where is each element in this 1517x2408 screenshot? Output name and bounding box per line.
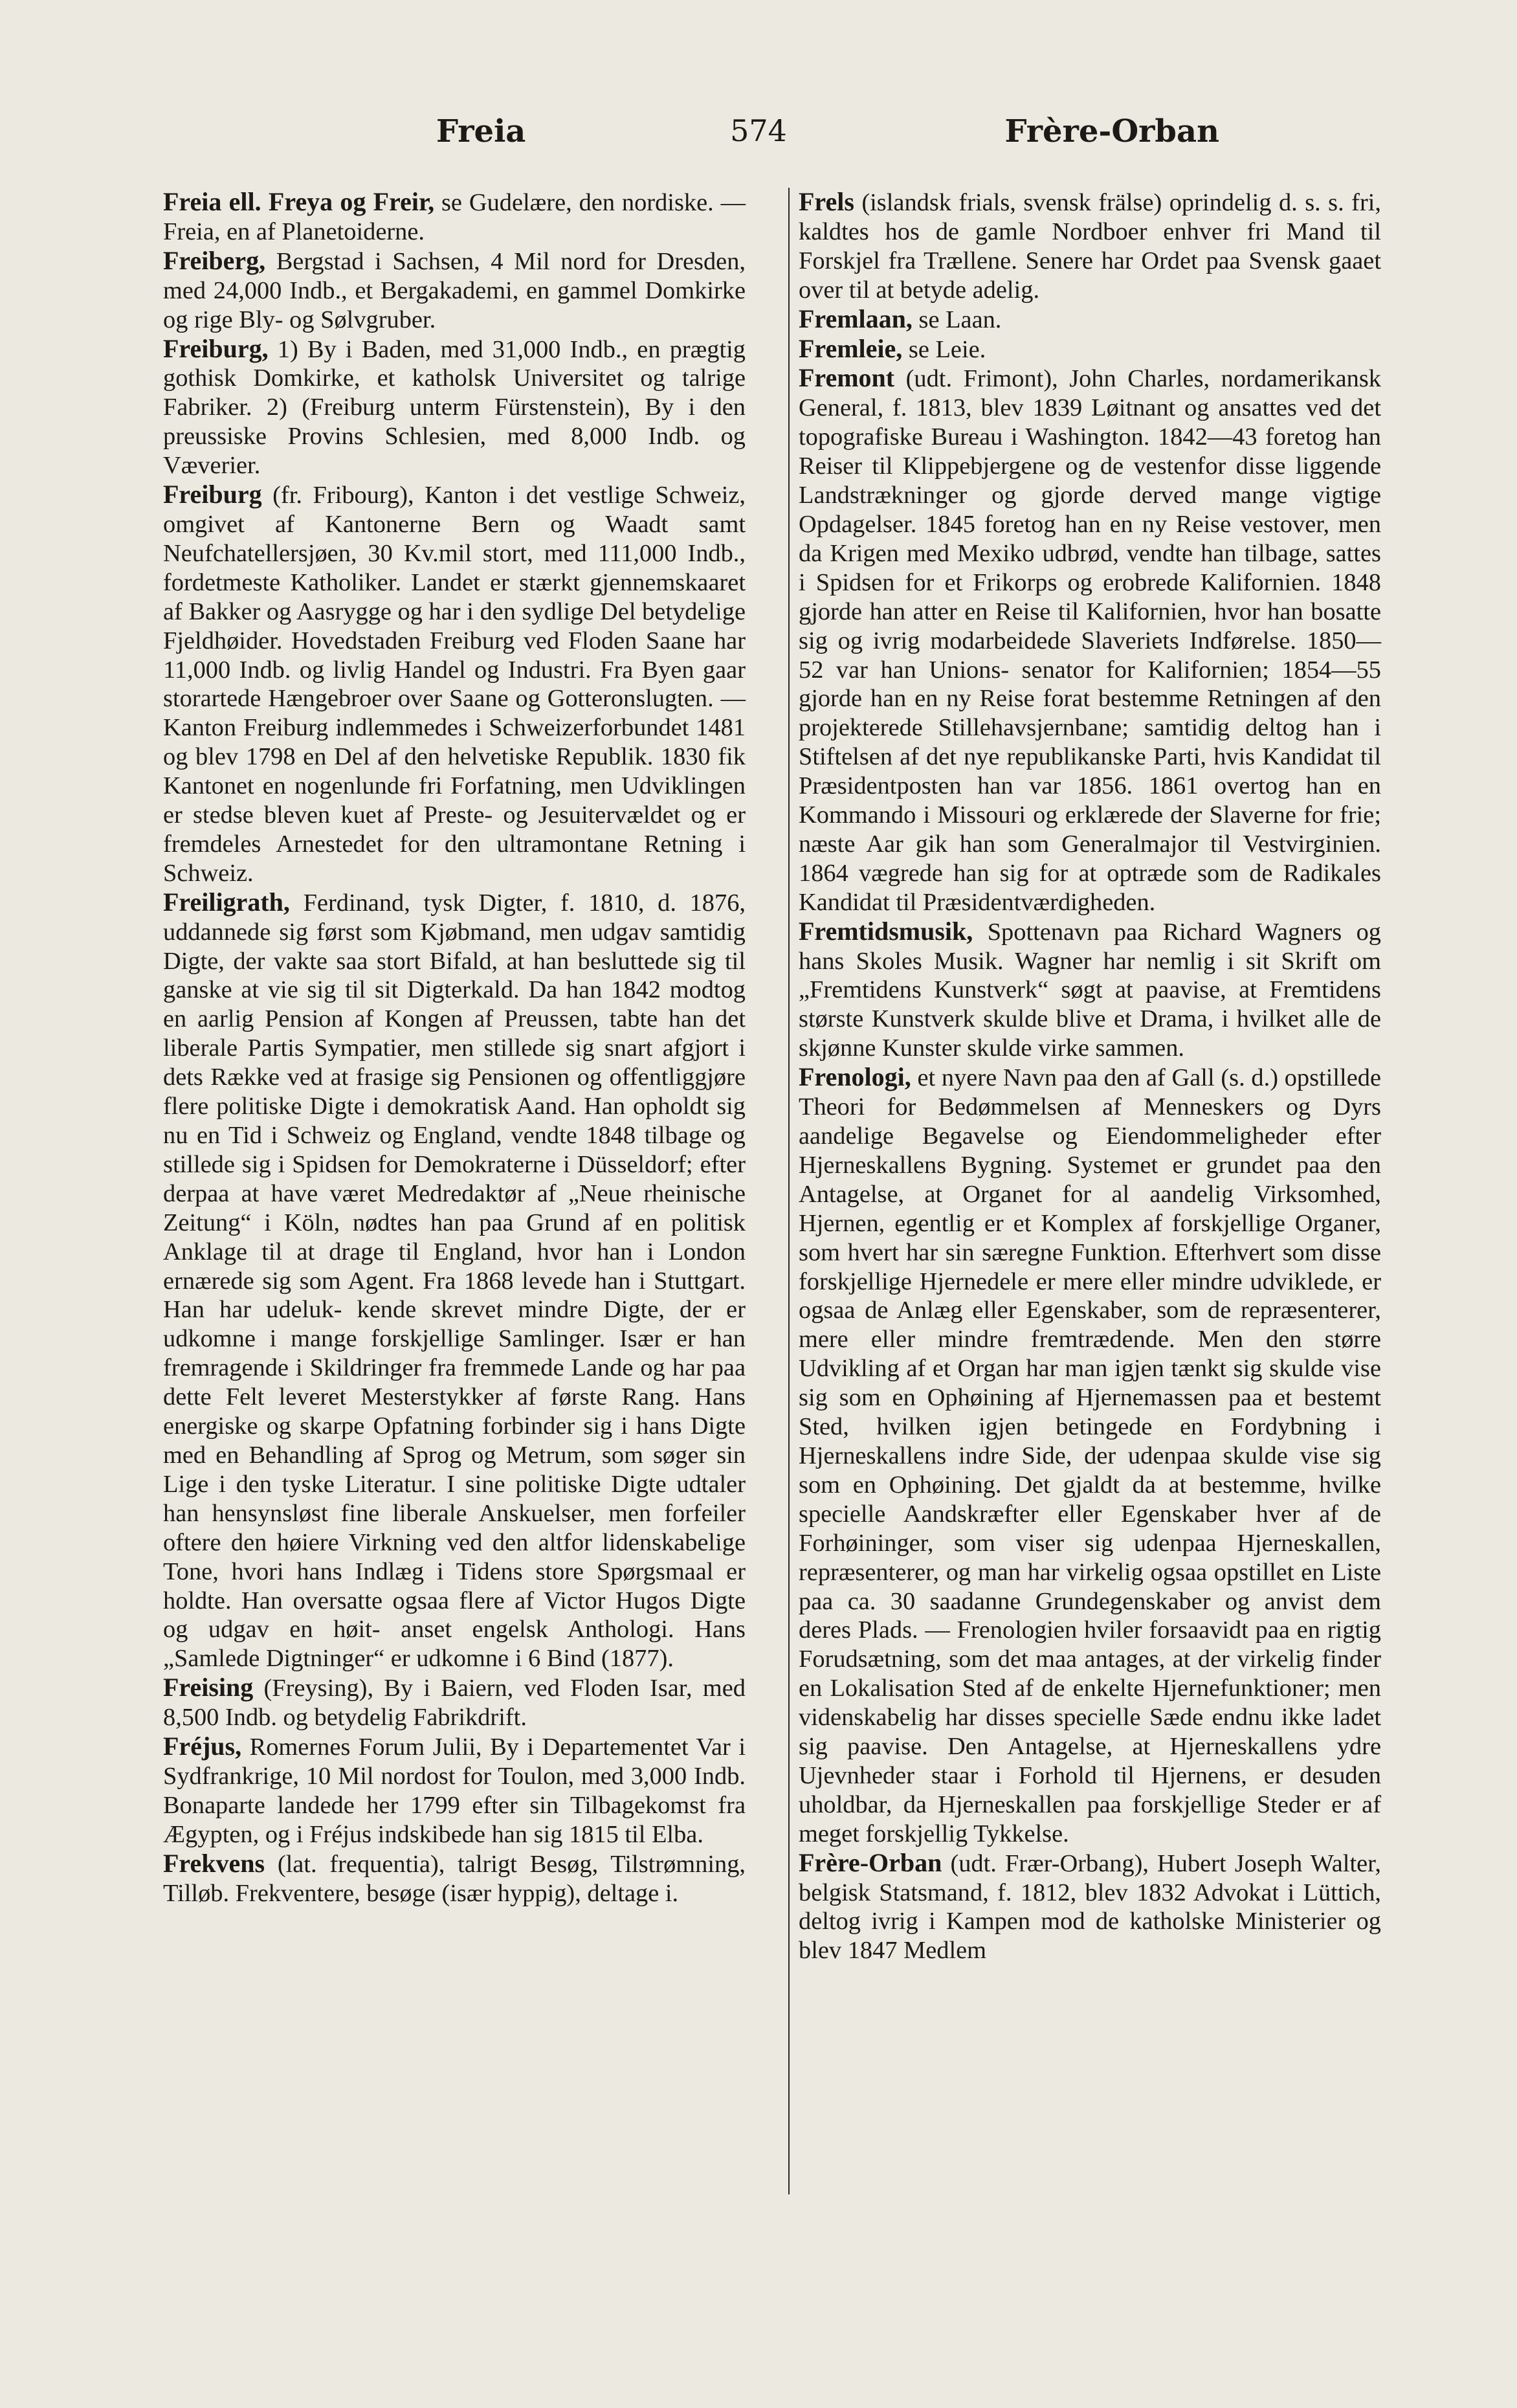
headword: Fremtidsmusik, bbox=[799, 916, 973, 946]
column-divider bbox=[788, 188, 790, 2194]
entry-frejus bbox=[163, 1732, 746, 1849]
entry-freiburg-baden bbox=[163, 335, 746, 481]
left-column bbox=[163, 188, 746, 1908]
running-head-right: Frère-Orban bbox=[1004, 113, 1219, 150]
entry-fremleie bbox=[799, 335, 1381, 364]
entry-freiligrath bbox=[163, 888, 746, 1673]
entry-text: et nyere Navn paa den af Gall (s. d.) opstillede Theori for Bedømmelsen af Menneskers og Dyrs aandelige Begavelse og Eiendommeligheder efter Hjerneskallens Bygning. Systemet er grundet paa den Antagelse, at Organet for al aandelig Virksomhed, Hjernen, egentlig er et Komplex af forskjellige Organer, som hvert har sin særegne Funktion. Efterhvert som disse forskjellige Hjernedele er mere eller mindre udviklede, er ogsaa de Anlæg eller Egenskaber, som de repræsenterer, mere eller mindre fremtrædende. Men den større Udvikling af et Organ har man igjen tænkt sig skulde vise sig som en Ophøining af Hjernemassen paa et bestemt Sted, hvilken igjen betingede en Fordybning i Hjerneskallens indre Side, der udenpaa skulde vise sig som en Ophøining. Det gjaldt da at bestemme, hvilke specielle Aandskræfter eller Egenskaber hver af de Forhøininger, som viser sig udenpaa Hjerneskallen, repræsenterer, og man har virkelig ogsaa opstillet en Liste paa ca. 30 saadanne Grundegenskaber og anvist dem deres Plads. — Frenologien hviler forsaavidt paa en rigtig Forudsætning, som det maa antages, at der virkelig finder en Lokalisation Sted af de enkelte Hjernefunktioner; men videnskabelig har disses specielle Sæde endnu ikke ladet sig paavise. Den Antagelse, at Hjerneskallens ydre Ujevnheder staar i Forhold til Hjernens, er desuden uholdbar, da Hjerneskallen paa forskjellige Steder er af meget forskjellig Tykkelse. bbox=[799, 1064, 1381, 1847]
entry-text: (udt. Frimont), John Charles, nordamerikansk General, f. 1813, blev 1839 Løitnant og ansattes ved det topografiske Bureau i Washington. 1842—43 foretog han Reiser til Klippebjergene og de vestenfor disse liggende Landstrækninger og gjorde derved mange vigtige Opdagelser. 1845 foretog han en ny Reise vestover, men da Krigen med Mexiko udbrød, vendte han tilbage, sattes i Spidsen for et Frikorps og erobrede Kalifornien. 1848 gjorde han atter en Reise til Kalifornien, hvor han bosatte sig og ivrig modarbeidede Slaveriets Indførelse. 1850—52 var han Unions- senator for Kalifornien; 1854—55 gjorde han en ny Reise forat bestemme Retningen af den projekterede Stillehavsjernbane; samtidig deltog han i Stiftelsen af det nye republikanske Parti, hvis Kandidat til Præsidentposten han var 1856. 1861 overtog han en Kommando i Missouri og erklærede der Slaverne for frie; næste Aar gik han som Generalmajor til Vestvirginien. 1864 vægrede han sig for at optræde som de Radikales Kandidat til Præsidentværdigheden. bbox=[799, 365, 1381, 916]
entry-text: se Gudelære, den nordiske. — Freia, en af Planetoiderne. bbox=[163, 189, 746, 245]
entry-frere-orban bbox=[799, 1849, 1381, 1966]
headword: Fremlaan, bbox=[799, 304, 913, 333]
entry-text: se Leie. bbox=[902, 335, 986, 363]
headword: Frenologi, bbox=[799, 1062, 911, 1092]
entry-fremtidsmusik bbox=[799, 917, 1381, 1064]
headword: Fremleie, bbox=[799, 333, 903, 363]
entry-text: (udt. Frær-Orbang), Hubert Joseph Walter, belgisk Statsmand, f. 1812, blev 1832 Advokat i Lüttich, deltog ivrig i Kampen mod de katholske Ministerier og blev 1847 Medlem bbox=[799, 1849, 1381, 1965]
headword: Frekvens bbox=[163, 1848, 265, 1878]
entry-text: (islandsk frials, svensk frälse) oprindelig d. s. s. fri, kaldtes hos de gamle Nordboer enhver fri Mand til Forskjel fra Trællene. Senere har Ordet paa Svensk gaaet over til at betyde adelig. bbox=[799, 189, 1381, 304]
entry-frels bbox=[799, 188, 1381, 305]
headword: Frels bbox=[799, 187, 854, 216]
entry-text: se Laan. bbox=[912, 306, 1002, 333]
entry-text: 1) By i Baden, med 31,000 Indb., en prægtig gothisk Domkirke, et katholsk Universitet og talrige Fabriker. 2) (Freiburg unterm Fürstenstein), By i den preussiske Provins Schlesien, med 8,000 Indb. og Væverier. bbox=[163, 335, 746, 480]
entry-fremlaan bbox=[799, 305, 1381, 335]
page-number: 574 bbox=[730, 113, 787, 148]
entry-frekvens bbox=[163, 1849, 746, 1908]
entry-text: Romernes Forum Julii, By i Departementet Var i Sydfrankrige, 10 Mil nordost for Toulon, med 3,000 Indb. Bonaparte landede her 1799 efter sin Tilbagekomst fra Ægypten, og i Fréjus indskibede han sig 1815 til Elba. bbox=[163, 1734, 746, 1848]
page-header bbox=[0, 107, 1517, 159]
headword: Fremont bbox=[799, 363, 895, 393]
headword: Freiberg, bbox=[163, 245, 266, 275]
entry-text: Bergstad i Sachsen, 4 Mil nord for Dresden, med 24,000 Indb., et Bergakademi, en gammel Domkirke og rige Bly- og Sølvgruber. bbox=[163, 247, 746, 333]
headword: Freiligrath, bbox=[163, 887, 290, 917]
entry-freiberg bbox=[163, 247, 746, 335]
entry-text: (lat. frequentia), talrigt Besøg, Tilstrømning, Tilløb. Frekventere, besøge (især hyppig), deltage i. bbox=[163, 1850, 746, 1907]
running-head-left: Freia bbox=[436, 113, 526, 150]
entry-text: (Freysing), By i Baiern, ved Floden Isar, med 8,500 Indb. og betydelig Fabrikdrift. bbox=[163, 1675, 746, 1732]
entry-text: (fr. Fribourg), Kanton i det vestlige Schweiz, omgivet af Kantonerne Bern og Waadt samt Neufchatellersjøen, 30 Kv.mil stort, med 111,000 Indb., fordetmeste Katholiker. Landet er stærkt gjennemskaaret af Bakker og Aasrygge og har i den sydlige Del betydelige Fjeldhøider. Hovedstaden Freiburg ved Floden Saane har 11,000 Indb. og livlig Handel og Industri. Fra Byen gaar storartede Hængebroer over Saane og Gotteronslugten. — Kanton Freiburg indlemmedes i Schweizerforbundet 1481 og blev 1798 en Del af den helvetiske Republik. 1830 fik Kantonet en nogenlunde fri Forfatning, men Udviklingen er stedse bleven kuet af Preste- og Jesuitervældet og er fremdeles Arnestedet for den ultramontane Retning i Schweiz. bbox=[163, 482, 746, 887]
headword: Freia ell. Freya og Freir, bbox=[163, 187, 435, 216]
headword: Freiburg bbox=[163, 480, 262, 509]
headword: Fréjus, bbox=[163, 1732, 242, 1761]
entry-freiburg-kanton bbox=[163, 480, 746, 888]
headword: Freising bbox=[163, 1673, 254, 1702]
entry-freia bbox=[163, 188, 746, 247]
entry-text: Ferdinand, tysk Digter, f. 1810, d. 1876, uddannede sig først som Kjøbmand, men udgav samtidig Digte, der vakte saa stort Bifald, at han besluttede sig til ganske at vie sig til sit Digterkald. Da han 1842 modtog en aarlig Pension af Kongen af Preussen, tabte han det liberale Partis Sympatier, men stillede sig snart afgjort i dets Række ved at frasige sig Pensionen og offentliggjøre flere politiske Digte i demokratisk Aand. Han opholdt sig nu en Tid i Schweiz og England, vendte 1848 tilbage og stillede sig i Spidsen for Demokraterne i Düsseldorf; efter derpaa at have været Medredaktør af „Neue rheinische Zeitung“ i Köln, nødtes han paa Grund af en politisk Anklage til at drage til England, hvor han i London ernærede sig som Agent. Fra 1868 levede han i Stuttgart. Han har udeluk- kende skrevet mindre Digte, der er udkomne i mange forskjellige Samlinger. Især er han fremragende i Skildringer fra fremmede Lande og har paa dette Felt leveret Mesterstykker af første Rang. Hans energiske og skarpe Opfatning forbinder sig i hans Digte med en Behandling af Sprog og Metrum, som søger sin Lige i den tyske Literatur. I sine politiske Digte udtaler han hensynsløst fine liberale Anskuelser, men forfeiler oftere den høiere Virkning ved den altfor lidenskabelige Tone, hvori hans Indlæg i Tidens store Spørgsmaal er holdte. Han oversatte ogsaa flere af Victor Hugos Digte og udgav en høit- anset engelsk Anthologi. Hans „Samlede Digtninger“ er udkomne i 6 Bind (1877). bbox=[163, 889, 746, 1673]
entry-text: Spottenavn paa Richard Wagners og hans Skoles Musik. Wagner har nemlig i sit Skrift om „Fremtidens Kunstverk“ søgt at paavise, at Fremtidens største Kunstverk skulde blive et Drama, i hvilket alle de skjønne Kunster skulde virke sammen. bbox=[799, 918, 1381, 1062]
headword: Freiburg, bbox=[163, 333, 269, 363]
entry-fremont bbox=[799, 364, 1381, 917]
right-column bbox=[799, 188, 1381, 1965]
entry-frenologi bbox=[799, 1063, 1381, 1848]
entry-freising bbox=[163, 1673, 746, 1732]
headword: Frère-Orban bbox=[799, 1847, 942, 1877]
